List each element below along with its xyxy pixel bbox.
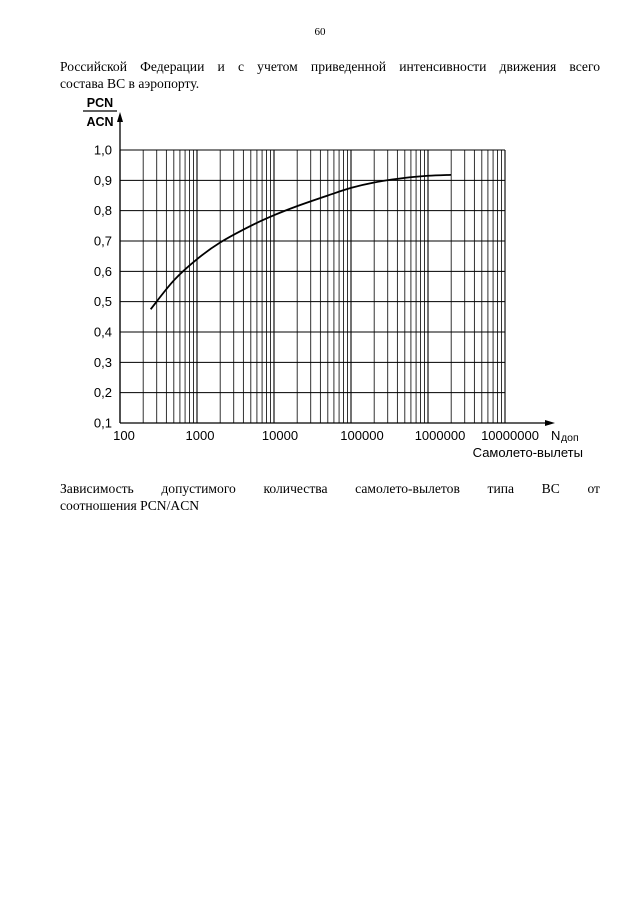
- figure-caption-line-1: Зависимость допустимого количества самолето-вылетов типа ВС от: [60, 481, 600, 496]
- y-tick-label: 0,1: [93, 415, 112, 431]
- chart-grid: [120, 150, 505, 423]
- x-axis-symbol-subscript: доп: [561, 432, 579, 444]
- y-axis-arrow: [117, 112, 123, 122]
- x-tick-label: 10000: [261, 428, 299, 443]
- x-tick-label: 1000: [185, 428, 215, 443]
- chart-axis-labels: [83, 96, 583, 460]
- x-tick-label: 10000000: [481, 428, 539, 443]
- y-tick-label: 1,0: [93, 142, 112, 158]
- x-axis-arrow: [545, 420, 555, 426]
- y-tick-label: 0,6: [93, 263, 112, 279]
- series-line-0: [151, 175, 452, 309]
- y-tick-label: 0,2: [93, 385, 112, 401]
- y-axis-label-denominator: ACN: [86, 115, 114, 129]
- chart-tick-labels: [94, 143, 539, 444]
- page-number: 60: [314, 26, 326, 38]
- intro-text-line-2: состава ВС в аэропорту.: [60, 76, 200, 91]
- y-tick-label: 0,4: [93, 324, 112, 340]
- chart-axes: [117, 112, 555, 426]
- y-axis-label-numerator: PCN: [86, 96, 114, 110]
- chart-series: [151, 175, 452, 309]
- x-tick-label: 100000: [340, 428, 384, 443]
- y-tick-label: 0,3: [93, 354, 112, 370]
- x-tick-label: 1000000: [414, 428, 466, 443]
- y-tick-label: 0,7: [93, 233, 112, 249]
- x-axis-symbol: N: [551, 428, 561, 443]
- x-tick-label: 100: [113, 428, 135, 443]
- x-axis-label: Самолето-вылеты: [472, 445, 583, 460]
- y-tick-label: 0,9: [93, 172, 112, 188]
- y-tick-label: 0,8: [93, 203, 112, 219]
- figure-caption-line-2: соотношения PCN/ACN: [60, 498, 200, 513]
- intro-text-line-1: Российской Федерации и с учетом приведенной интенсивности движения всего: [60, 59, 600, 74]
- y-tick-label: 0,5: [93, 294, 112, 310]
